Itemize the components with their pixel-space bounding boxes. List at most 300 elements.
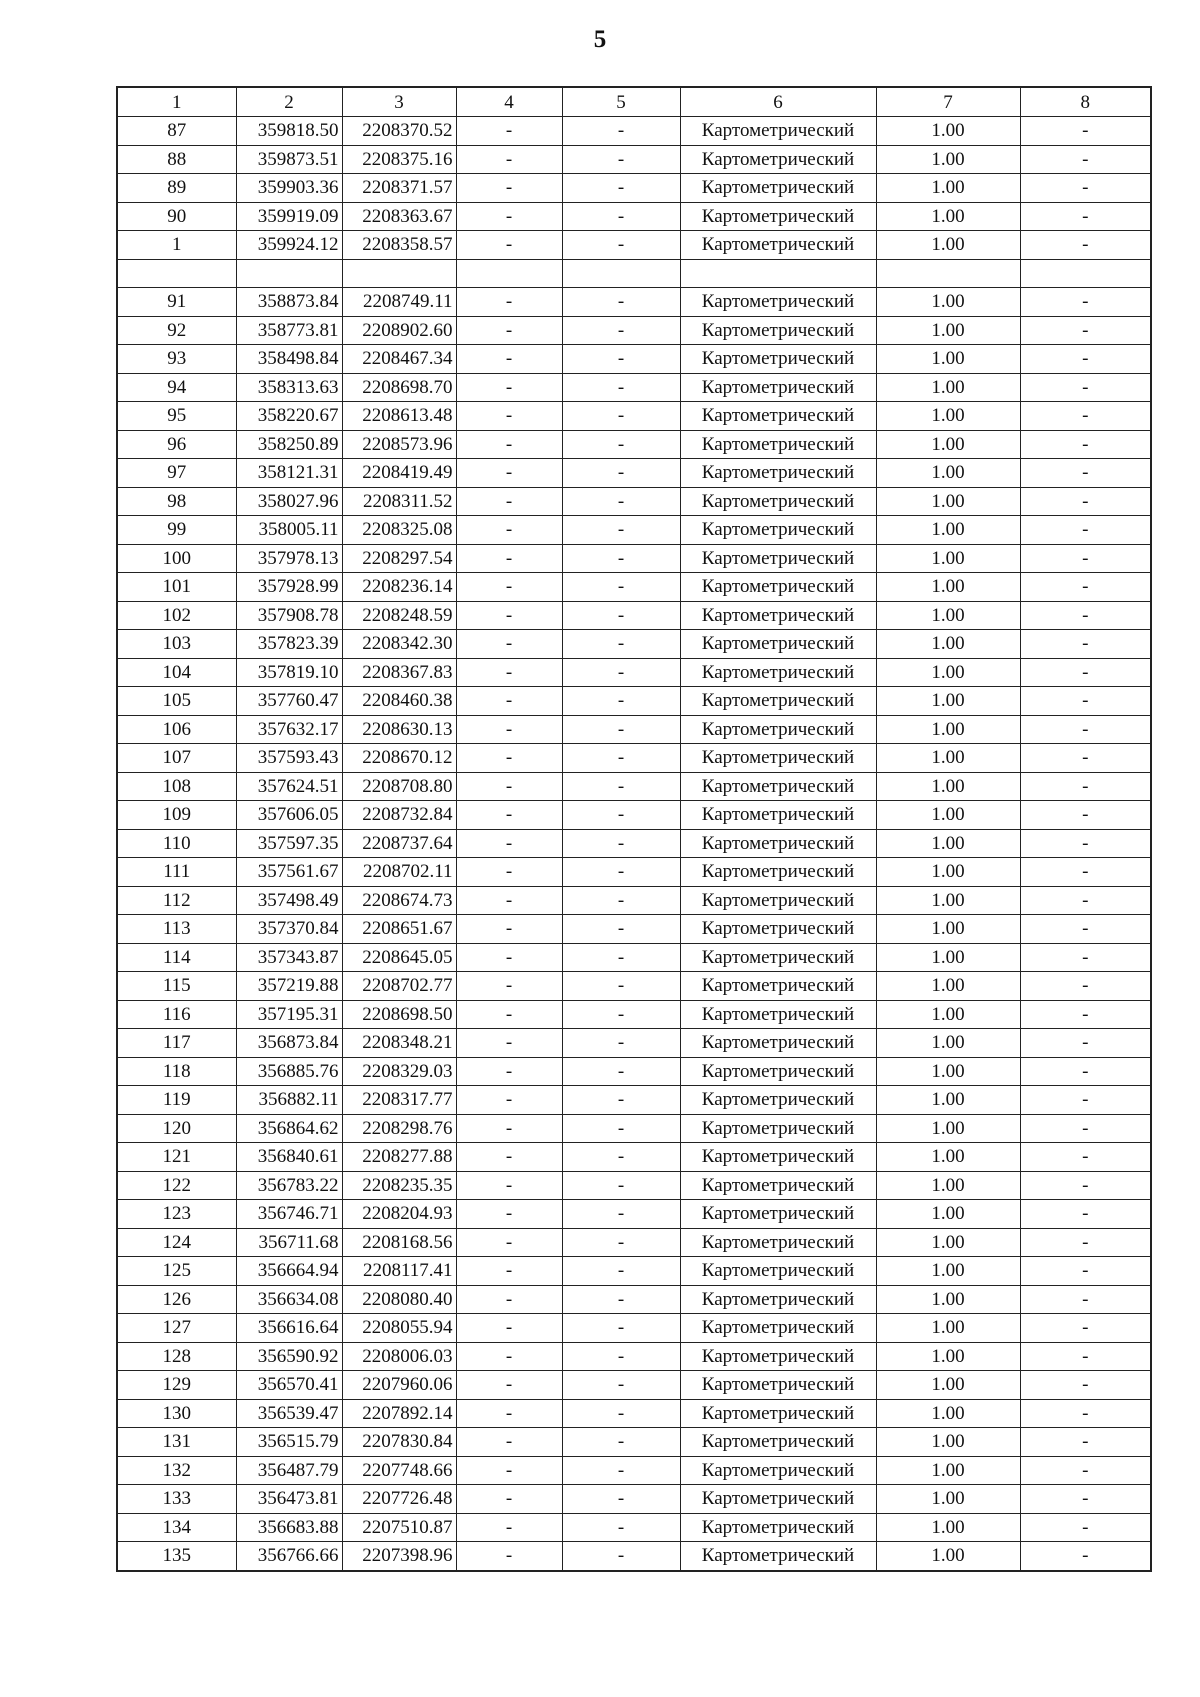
table-header-row [117, 87, 1151, 117]
table-row [117, 886, 1151, 915]
x-coordinate-cell: 358250.89 [236, 430, 342, 459]
precision-cell: 1.00 [876, 459, 1020, 488]
table-row [117, 1485, 1151, 1514]
column-5-cell: - [562, 630, 680, 659]
column-5-cell: - [562, 487, 680, 516]
column-4-cell: - [456, 1029, 562, 1058]
column-5-cell: - [562, 573, 680, 602]
precision-cell: 1.00 [876, 1342, 1020, 1371]
column-8-cell: - [1020, 1086, 1151, 1115]
y-coordinate-cell: 2208168.56 [342, 1228, 456, 1257]
column-5-cell: - [562, 544, 680, 573]
column-5-cell: - [562, 1456, 680, 1485]
column-4-cell: - [456, 687, 562, 716]
point-number-cell: 94 [117, 373, 236, 402]
table-row [117, 858, 1151, 887]
column-4-cell: - [456, 772, 562, 801]
column-8-cell: - [1020, 715, 1151, 744]
x-coordinate-cell: 357498.49 [236, 886, 342, 915]
column-5-cell: - [562, 1057, 680, 1086]
column-8-cell: - [1020, 1399, 1151, 1428]
column-8-cell: - [1020, 1000, 1151, 1029]
point-number-cell: 134 [117, 1513, 236, 1542]
method-cell: Картометрический [680, 459, 876, 488]
column-4-cell: - [456, 1456, 562, 1485]
x-coordinate-cell: 359903.36 [236, 174, 342, 203]
point-number-cell: 92 [117, 316, 236, 345]
column-4-cell [456, 259, 562, 288]
column-8-cell: - [1020, 915, 1151, 944]
precision-cell: 1.00 [876, 430, 1020, 459]
column-5-cell: - [562, 1314, 680, 1343]
x-coordinate-cell: 356864.62 [236, 1114, 342, 1143]
precision-cell: 1.00 [876, 1000, 1020, 1029]
column-4-cell: - [456, 288, 562, 317]
method-cell: Картометрический [680, 1228, 876, 1257]
x-coordinate-cell: 359873.51 [236, 145, 342, 174]
table-row [117, 487, 1151, 516]
column-5-cell: - [562, 915, 680, 944]
column-8-cell: - [1020, 943, 1151, 972]
precision-cell: 1.00 [876, 516, 1020, 545]
column-5-cell: - [562, 687, 680, 716]
x-coordinate-cell: 357632.17 [236, 715, 342, 744]
y-coordinate-cell: 2208342.30 [342, 630, 456, 659]
column-5-cell: - [562, 1086, 680, 1115]
column-8-cell: - [1020, 231, 1151, 260]
precision-cell: 1.00 [876, 1513, 1020, 1542]
y-coordinate-cell: 2208235.35 [342, 1171, 456, 1200]
y-coordinate-cell: 2208708.80 [342, 772, 456, 801]
y-coordinate-cell: 2208419.49 [342, 459, 456, 488]
table-row [117, 202, 1151, 231]
y-coordinate-cell: 2208006.03 [342, 1342, 456, 1371]
x-coordinate-cell: 356664.94 [236, 1257, 342, 1286]
point-number-cell: 130 [117, 1399, 236, 1428]
precision-cell: 1.00 [876, 715, 1020, 744]
column-5-cell: - [562, 145, 680, 174]
y-coordinate-cell: 2208698.70 [342, 373, 456, 402]
method-cell: Картометрический [680, 1371, 876, 1400]
precision-cell: 1.00 [876, 772, 1020, 801]
column-8-cell: - [1020, 886, 1151, 915]
column-5-cell: - [562, 174, 680, 203]
column-8-cell: - [1020, 402, 1151, 431]
page-number: 5 [593, 26, 607, 53]
y-coordinate-cell: 2208080.40 [342, 1285, 456, 1314]
column-8-cell: - [1020, 1057, 1151, 1086]
column-5-cell: - [562, 430, 680, 459]
x-coordinate-cell: 358313.63 [236, 373, 342, 402]
column-5-cell: - [562, 1171, 680, 1200]
y-coordinate-cell: 2207830.84 [342, 1428, 456, 1457]
column-4-cell: - [456, 972, 562, 1001]
x-coordinate-cell: 356634.08 [236, 1285, 342, 1314]
method-cell: Картометрический [680, 1057, 876, 1086]
column-4-cell: - [456, 658, 562, 687]
precision-cell: 1.00 [876, 345, 1020, 374]
method-cell: Картометрический [680, 1513, 876, 1542]
y-coordinate-cell: 2208375.16 [342, 145, 456, 174]
column-5-cell: - [562, 402, 680, 431]
point-number-cell: 123 [117, 1200, 236, 1229]
precision-cell: 1.00 [876, 1086, 1020, 1115]
method-cell: Картометрический [680, 1428, 876, 1457]
column-4-cell: - [456, 886, 562, 915]
table-row [117, 459, 1151, 488]
point-number-cell: 97 [117, 459, 236, 488]
method-cell: Картометрический [680, 972, 876, 1001]
y-coordinate-cell: 2207510.87 [342, 1513, 456, 1542]
column-8-cell: - [1020, 1456, 1151, 1485]
y-coordinate-cell: 2208317.77 [342, 1086, 456, 1115]
column-8-cell: - [1020, 1542, 1151, 1571]
column-4-cell: - [456, 1314, 562, 1343]
method-cell: Картометрический [680, 601, 876, 630]
column-header: 6 [680, 87, 876, 117]
y-coordinate-cell: 2208367.83 [342, 658, 456, 687]
column-4-cell: - [456, 430, 562, 459]
table-row [117, 1428, 1151, 1457]
column-5-cell: - [562, 772, 680, 801]
y-coordinate-cell: 2208055.94 [342, 1314, 456, 1343]
y-coordinate-cell [342, 259, 456, 288]
table-row [117, 316, 1151, 345]
column-4-cell: - [456, 145, 562, 174]
point-number-cell: 125 [117, 1257, 236, 1286]
table-row [117, 744, 1151, 773]
column-5-cell: - [562, 1029, 680, 1058]
x-coordinate-cell: 356616.64 [236, 1314, 342, 1343]
x-coordinate-cell: 357219.88 [236, 972, 342, 1001]
column-5-cell: - [562, 858, 680, 887]
method-cell: Картометрический [680, 402, 876, 431]
point-number-cell: 93 [117, 345, 236, 374]
method-cell: Картометрический [680, 886, 876, 915]
point-number-cell: 111 [117, 858, 236, 887]
table-row [117, 1000, 1151, 1029]
point-number-cell: 95 [117, 402, 236, 431]
column-5-cell: - [562, 1399, 680, 1428]
precision-cell: 1.00 [876, 1029, 1020, 1058]
x-coordinate-cell: 357370.84 [236, 915, 342, 944]
table-row [117, 1086, 1151, 1115]
x-coordinate-cell: 357195.31 [236, 1000, 342, 1029]
x-coordinate-cell: 356683.88 [236, 1513, 342, 1542]
column-4-cell: - [456, 1542, 562, 1571]
precision-cell: 1.00 [876, 829, 1020, 858]
column-8-cell: - [1020, 1285, 1151, 1314]
point-number-cell: 98 [117, 487, 236, 516]
method-cell: Картометрический [680, 288, 876, 317]
precision-cell: 1.00 [876, 1114, 1020, 1143]
x-coordinate-cell: 357908.78 [236, 601, 342, 630]
table-row [117, 687, 1151, 716]
y-coordinate-cell: 2208613.48 [342, 402, 456, 431]
y-coordinate-cell: 2208670.12 [342, 744, 456, 773]
column-5-cell: - [562, 601, 680, 630]
method-cell: Картометрический [680, 231, 876, 260]
method-cell: Картометрический [680, 316, 876, 345]
column-4-cell: - [456, 1114, 562, 1143]
method-cell: Картометрический [680, 687, 876, 716]
column-4-cell: - [456, 373, 562, 402]
table-row [117, 1399, 1151, 1428]
point-number-cell: 102 [117, 601, 236, 630]
point-number-cell: 105 [117, 687, 236, 716]
x-coordinate-cell: 356746.71 [236, 1200, 342, 1229]
table-row [117, 801, 1151, 830]
x-coordinate-cell [236, 259, 342, 288]
column-4-cell: - [456, 516, 562, 545]
column-8-cell [1020, 259, 1151, 288]
method-cell [680, 259, 876, 288]
point-number-cell: 109 [117, 801, 236, 830]
table-row [117, 601, 1151, 630]
column-4-cell: - [456, 1200, 562, 1229]
column-5-cell: - [562, 1542, 680, 1571]
precision-cell: 1.00 [876, 1285, 1020, 1314]
column-5-cell: - [562, 1513, 680, 1542]
column-header: 3 [342, 87, 456, 117]
y-coordinate-cell: 2208370.52 [342, 117, 456, 146]
precision-cell: 1.00 [876, 544, 1020, 573]
y-coordinate-cell: 2208236.14 [342, 573, 456, 602]
method-cell: Картометрический [680, 943, 876, 972]
table-row [117, 373, 1151, 402]
point-number-cell [117, 259, 236, 288]
precision-cell [876, 259, 1020, 288]
column-8-cell: - [1020, 1171, 1151, 1200]
x-coordinate-cell: 358773.81 [236, 316, 342, 345]
column-8-cell: - [1020, 459, 1151, 488]
x-coordinate-cell: 357928.99 [236, 573, 342, 602]
y-coordinate-cell: 2208674.73 [342, 886, 456, 915]
column-8-cell: - [1020, 1342, 1151, 1371]
y-coordinate-cell: 2208702.11 [342, 858, 456, 887]
column-4-cell: - [456, 744, 562, 773]
column-5-cell: - [562, 1257, 680, 1286]
y-coordinate-cell: 2208467.34 [342, 345, 456, 374]
column-8-cell: - [1020, 516, 1151, 545]
table-row [117, 1456, 1151, 1485]
y-coordinate-cell: 2208311.52 [342, 487, 456, 516]
y-coordinate-cell: 2207892.14 [342, 1399, 456, 1428]
point-number-cell: 104 [117, 658, 236, 687]
method-cell: Картометрический [680, 430, 876, 459]
point-number-cell: 131 [117, 1428, 236, 1457]
column-5-cell: - [562, 801, 680, 830]
precision-cell: 1.00 [876, 1428, 1020, 1457]
y-coordinate-cell: 2208460.38 [342, 687, 456, 716]
column-5-cell: - [562, 316, 680, 345]
column-5-cell: - [562, 658, 680, 687]
point-number-cell: 135 [117, 1542, 236, 1571]
table-row [117, 345, 1151, 374]
column-4-cell: - [456, 1228, 562, 1257]
method-cell: Картометрический [680, 1456, 876, 1485]
x-coordinate-cell: 357760.47 [236, 687, 342, 716]
column-8-cell: - [1020, 858, 1151, 887]
point-number-cell: 107 [117, 744, 236, 773]
column-8-cell: - [1020, 601, 1151, 630]
column-4-cell: - [456, 487, 562, 516]
column-4-cell: - [456, 915, 562, 944]
precision-cell: 1.00 [876, 1314, 1020, 1343]
x-coordinate-cell: 356515.79 [236, 1428, 342, 1457]
y-coordinate-cell: 2208358.57 [342, 231, 456, 260]
x-coordinate-cell: 356840.61 [236, 1143, 342, 1172]
column-4-cell: - [456, 1086, 562, 1115]
column-4-cell: - [456, 858, 562, 887]
column-5-cell: - [562, 1114, 680, 1143]
precision-cell: 1.00 [876, 1057, 1020, 1086]
column-8-cell: - [1020, 1228, 1151, 1257]
y-coordinate-cell: 2208749.11 [342, 288, 456, 317]
y-coordinate-cell: 2208645.05 [342, 943, 456, 972]
column-4-cell: - [456, 715, 562, 744]
table-row [117, 402, 1151, 431]
table-row [117, 145, 1151, 174]
column-4-cell: - [456, 1399, 562, 1428]
method-cell: Картометрический [680, 516, 876, 545]
column-5-cell: - [562, 744, 680, 773]
point-number-cell: 1 [117, 231, 236, 260]
column-4-cell: - [456, 316, 562, 345]
column-5-cell: - [562, 1285, 680, 1314]
column-4-cell: - [456, 402, 562, 431]
precision-cell: 1.00 [876, 943, 1020, 972]
method-cell: Картометрический [680, 1086, 876, 1115]
method-cell: Картометрический [680, 1200, 876, 1229]
y-coordinate-cell: 2208363.67 [342, 202, 456, 231]
x-coordinate-cell: 357561.67 [236, 858, 342, 887]
x-coordinate-cell: 357597.35 [236, 829, 342, 858]
y-coordinate-cell: 2208204.93 [342, 1200, 456, 1229]
column-header: 8 [1020, 87, 1151, 117]
column-4-cell: - [456, 1371, 562, 1400]
column-4-cell: - [456, 573, 562, 602]
precision-cell: 1.00 [876, 402, 1020, 431]
table-row [117, 1171, 1151, 1200]
point-number-cell: 113 [117, 915, 236, 944]
column-8-cell: - [1020, 1314, 1151, 1343]
column-4-cell: - [456, 1513, 562, 1542]
column-5-cell: - [562, 943, 680, 972]
x-coordinate-cell: 357978.13 [236, 544, 342, 573]
x-coordinate-cell: 359924.12 [236, 231, 342, 260]
table-row [117, 943, 1151, 972]
y-coordinate-cell: 2208117.41 [342, 1257, 456, 1286]
method-cell: Картометрический [680, 630, 876, 659]
precision-cell: 1.00 [876, 886, 1020, 915]
column-8-cell: - [1020, 658, 1151, 687]
column-8-cell: - [1020, 316, 1151, 345]
column-5-cell: - [562, 829, 680, 858]
column-8-cell: - [1020, 145, 1151, 174]
column-8-cell: - [1020, 1485, 1151, 1514]
column-8-cell: - [1020, 1513, 1151, 1542]
x-coordinate-cell: 358873.84 [236, 288, 342, 317]
column-4-cell: - [456, 1057, 562, 1086]
precision-cell: 1.00 [876, 487, 1020, 516]
method-cell: Картометрический [680, 1114, 876, 1143]
column-header: 1 [117, 87, 236, 117]
precision-cell: 1.00 [876, 373, 1020, 402]
method-cell: Картометрический [680, 544, 876, 573]
point-number-cell: 122 [117, 1171, 236, 1200]
table-row [117, 630, 1151, 659]
column-4-cell: - [456, 544, 562, 573]
table-row [117, 1143, 1151, 1172]
x-coordinate-cell: 358005.11 [236, 516, 342, 545]
column-4-cell: - [456, 1285, 562, 1314]
x-coordinate-cell: 356473.81 [236, 1485, 342, 1514]
point-number-cell: 101 [117, 573, 236, 602]
method-cell: Картометрический [680, 117, 876, 146]
point-number-cell: 132 [117, 1456, 236, 1485]
table-row [117, 1342, 1151, 1371]
point-number-cell: 118 [117, 1057, 236, 1086]
point-number-cell: 120 [117, 1114, 236, 1143]
column-5-cell: - [562, 1342, 680, 1371]
column-4-cell: - [456, 1000, 562, 1029]
precision-cell: 1.00 [876, 972, 1020, 1001]
x-coordinate-cell: 358027.96 [236, 487, 342, 516]
column-5-cell: - [562, 1143, 680, 1172]
column-8-cell: - [1020, 1257, 1151, 1286]
table-row [117, 516, 1151, 545]
method-cell: Картометрический [680, 373, 876, 402]
precision-cell: 1.00 [876, 915, 1020, 944]
x-coordinate-cell: 356882.11 [236, 1086, 342, 1115]
column-header: 4 [456, 87, 562, 117]
column-8-cell: - [1020, 972, 1151, 1001]
precision-cell: 1.00 [876, 1456, 1020, 1485]
x-coordinate-cell: 356873.84 [236, 1029, 342, 1058]
method-cell: Картометрический [680, 487, 876, 516]
column-8-cell: - [1020, 1029, 1151, 1058]
column-8-cell: - [1020, 373, 1151, 402]
x-coordinate-cell: 358121.31 [236, 459, 342, 488]
table-row [117, 288, 1151, 317]
column-8-cell: - [1020, 829, 1151, 858]
table-row [117, 1200, 1151, 1229]
point-number-cell: 91 [117, 288, 236, 317]
point-number-cell: 106 [117, 715, 236, 744]
column-8-cell: - [1020, 174, 1151, 203]
precision-cell: 1.00 [876, 1542, 1020, 1571]
method-cell: Картометрический [680, 1542, 876, 1571]
column-8-cell: - [1020, 1428, 1151, 1457]
column-8-cell: - [1020, 345, 1151, 374]
table-row [117, 430, 1151, 459]
table-row [117, 1057, 1151, 1086]
table-row [117, 573, 1151, 602]
column-4-cell: - [456, 1171, 562, 1200]
precision-cell: 1.00 [876, 174, 1020, 203]
table-row [117, 658, 1151, 687]
point-number-cell: 133 [117, 1485, 236, 1514]
method-cell: Картометрический [680, 1171, 876, 1200]
point-number-cell: 114 [117, 943, 236, 972]
column-8-cell: - [1020, 487, 1151, 516]
column-header: 7 [876, 87, 1020, 117]
point-number-cell: 119 [117, 1086, 236, 1115]
precision-cell: 1.00 [876, 601, 1020, 630]
table-row [117, 1285, 1151, 1314]
column-4-cell: - [456, 1428, 562, 1457]
